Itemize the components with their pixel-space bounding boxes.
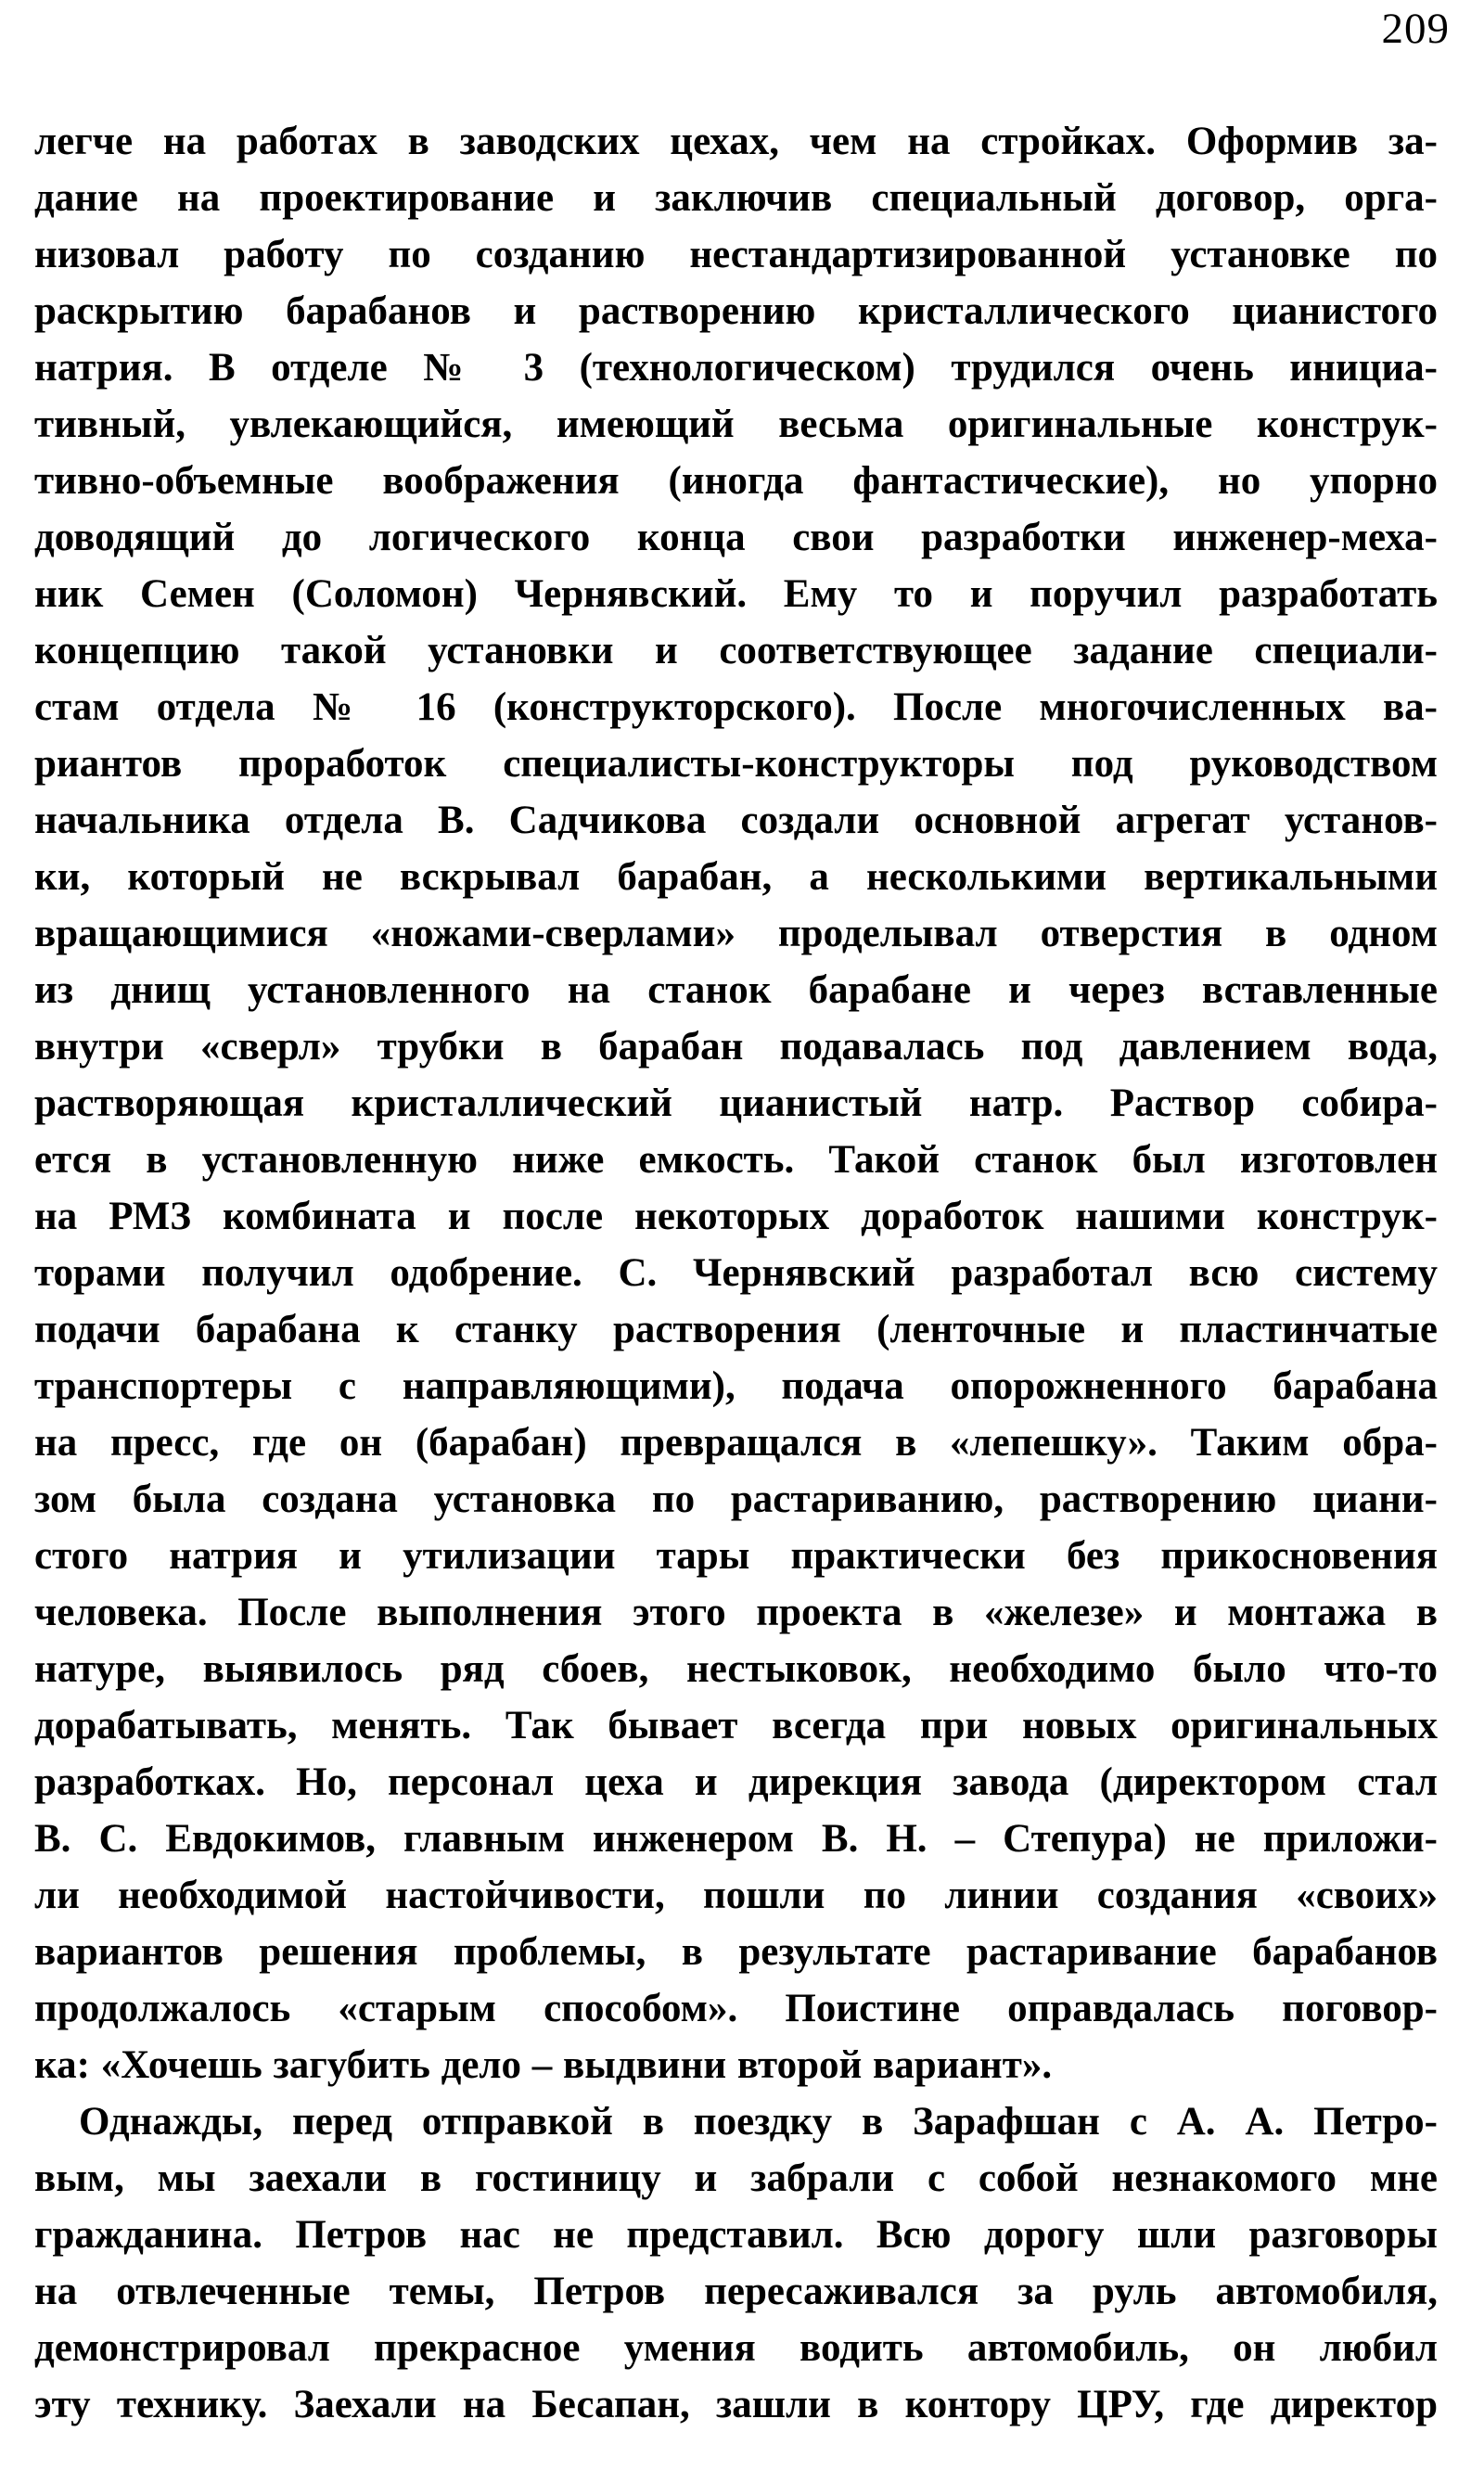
- text-line: внутри «сверл» трубки в барабан подавалась под давлением вода,: [34, 1025, 1438, 1069]
- text-line: ник Семен (Соломон) Чернявский. Ему то и поручил разработать: [34, 572, 1438, 616]
- text-line: на пресс, где он (барабан) превращался в «лепешку». Таким обра-: [34, 1421, 1438, 1465]
- text-line: демонстрировал прекрасное умения водить автомобиль, он любил: [34, 2326, 1438, 2370]
- text-line: торами получил одобрение. С. Чернявский разработал всю систему: [34, 1251, 1438, 1295]
- text-line: на РМЗ комбината и после некоторых доработок нашими конструк-: [34, 1195, 1438, 1238]
- text-line: стам отдела № 16 (конструкторского). После многочисленных ва-: [34, 685, 1438, 729]
- text-line: вращающимися «ножами-сверлами» проделывал отверстия в одном: [34, 912, 1438, 955]
- text-line: риантов проработок специалисты-конструкторы под руководством: [34, 742, 1438, 786]
- text-line: ки, который не вскрывал барабан, а несколькими вертикальными: [34, 855, 1438, 899]
- text-line: тивно-объемные воображения (иногда фантастические), но упорно: [34, 459, 1438, 503]
- text-line: человека. После выполнения этого проекта в «железе» и монтажа в: [34, 1591, 1438, 1634]
- text-line: вариантов решения проблемы, в результате растаривание барабанов: [34, 1930, 1438, 1974]
- text-line: эту технику. Заехали на Бесапан, зашли в контору ЦРУ, где директор: [34, 2383, 1438, 2426]
- text-line: ется в установленную ниже емкость. Такой станок был изготовлен: [34, 1138, 1438, 1182]
- text-line: натрия. В отделе № 3 (технологическом) трудился очень инициа-: [34, 346, 1438, 390]
- text-line: ли необходимой настойчивости, пошли по линии создания «своих»: [34, 1874, 1438, 1917]
- text-line: низовал работу по созданию нестандартизированной установке по: [34, 233, 1438, 276]
- text-block: [34, 113, 1438, 2433]
- text-line: продолжалось «старым способом». Поистине оправдалась поговор-: [34, 1987, 1438, 2030]
- text-line: вым, мы заехали в гостиницу и забрали с собой незнакомого мне: [34, 2157, 1438, 2200]
- text-line: стого натрия и утилизации тары практически без прикосновения: [34, 1534, 1438, 1578]
- text-line: гражданина. Петров нас не представил. Всю дорогу шли разговоры: [34, 2213, 1438, 2257]
- text-line: на отвлеченные темы, Петров пересаживался за руль автомобиля,: [34, 2270, 1438, 2313]
- text-line: В. С. Евдокимов, главным инженером В. Н. – Степура) не приложи-: [34, 1817, 1438, 1861]
- text-line: дорабатывать, менять. Так бывает всегда при новых оригинальных: [34, 1704, 1438, 1747]
- text-line-paragraph-end: ка: «Хочешь загубить дело – выдвини второй вариант».: [34, 2043, 1053, 2087]
- text-line: транспортеры с направляющими), подача опорожненного барабана: [34, 1364, 1438, 1408]
- text-line: начальника отдела В. Садчикова создали основной агрегат установ-: [34, 799, 1438, 842]
- text-line: из днищ установленного на станок барабане и через вставленные: [34, 968, 1438, 1012]
- text-line: концепцию такой установки и соответствующее задание специали-: [34, 629, 1438, 672]
- text-line: легче на работах в заводских цехах, чем на стройках. Оформив за-: [34, 120, 1438, 163]
- text-line: подачи барабана к станку растворения (ленточные и пластинчатые: [34, 1308, 1438, 1351]
- text-line: натуре, выявилось ряд сбоев, нестыковок, необходимо было что-то: [34, 1647, 1438, 1691]
- text-line: доводящий до логического конца свои разработки инженер-меха-: [34, 516, 1438, 559]
- text-line: тивный, увлекающийся, имеющий весьма оригинальные конструк-: [34, 403, 1438, 446]
- text-line: разработках. Но, персонал цеха и дирекция завода (директором стал: [34, 1760, 1438, 1804]
- page-number: 209: [1381, 5, 1450, 53]
- text-line: зом была создана установка по растариванию, растворению циани-: [34, 1478, 1438, 1521]
- text-line: растворяющая кристаллический цианистый натр. Раствор собира-: [34, 1082, 1438, 1125]
- text-line: раскрытию барабанов и растворению кристаллического цианистого: [34, 289, 1438, 333]
- text-line-paragraph-start: Однажды, перед отправкой в поездку в Зарафшан с А. А. Петро-: [79, 2100, 1438, 2144]
- text-line: дание на проектирование и заключив специальный договор, орга-: [34, 176, 1438, 220]
